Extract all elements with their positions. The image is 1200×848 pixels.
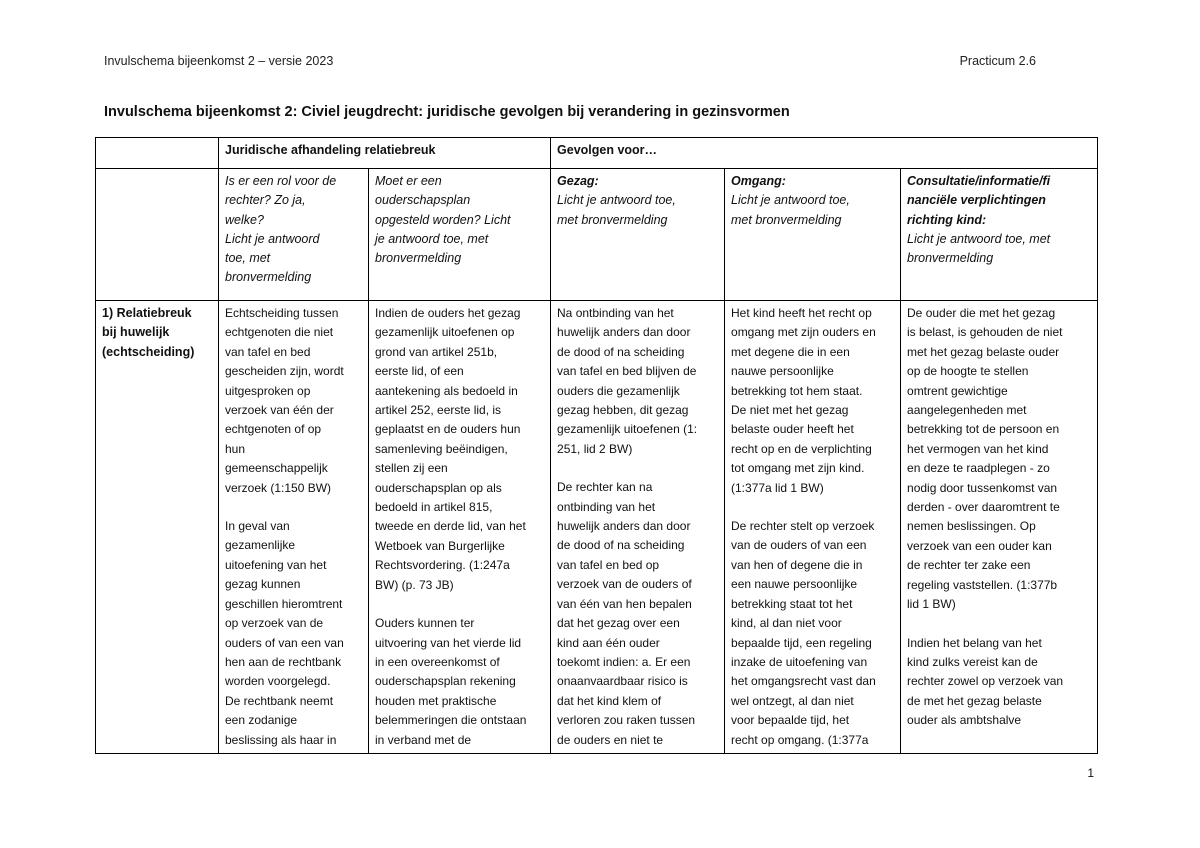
cell-paragraph: Ouders kunnen ter uitvoering van het vierde lid in een overeenkomst of ouderschapsplan rekening houden met praktische belemmeringen die ontstaan in verband met de xyxy=(375,616,527,747)
cell-paragraph: Indien het belang van het kind zulks vereist kan de rechter zowel op verzoek van de met het gezag belaste ouder als ambtshalve xyxy=(907,635,1064,728)
running-header-right: Practicum 2.6 xyxy=(959,54,1036,68)
question-contact xyxy=(725,169,901,301)
cell-judge-role xyxy=(219,301,369,754)
question-title: Consultatie/informatie/fi nanciële verplichtingen richting kind: xyxy=(907,174,1051,227)
running-header-left: Invulschema bijeenkomst 2 – versie 2023 xyxy=(104,54,334,68)
question-judge-role xyxy=(219,169,369,301)
document-title: Invulschema bijeenkomst 2: Civiel jeugdrecht: juridische gevolgen bij verandering in gezinsvormen xyxy=(104,104,790,120)
assignment-table xyxy=(95,137,1098,754)
cell-paragraph: het vermogen van het kind en deze te raadplegen - zo nodig door tussenkomst van derden - over daaromtrent te nemen beslissingen. Op verzoek van een ouder kan de rechter ter zake een regeling vaststellen. (1:377b lid 1 BW) xyxy=(907,441,1060,612)
question-text: Licht je antwoord toe, met bronvermelding xyxy=(907,231,1051,266)
cell-paragraph: In geval van gezamenlijke uitoefening van het gezag kunnen geschillen hieromtrent op verzoek van de ouders of van een van hen aan de rechtbank worden voorgelegd. De rechtbank neemt een zodanige beslissing als haar in xyxy=(225,519,344,747)
question-text: Licht je antwoord toe, met bronvermelding xyxy=(731,193,850,227)
empty-label-cell xyxy=(96,169,219,301)
row-label-text: 1) Relatiebreuk bij huwelijk (echtscheiding) xyxy=(102,306,195,359)
question-parenting-plan xyxy=(369,169,551,301)
table-question-row xyxy=(96,169,1098,301)
empty-corner-cell xyxy=(96,138,219,169)
table-row-divorce xyxy=(96,301,1098,754)
cell-consultation xyxy=(901,301,1098,754)
cell-parenting-plan xyxy=(369,301,551,754)
cell-paragraph: Na ontbinding van het huwelijk anders dan door de dood of na scheiding van tafel en bed blijven de ouders die gezamenlijk gezag hebben, dit gezag gezamenlijk uitoefenen (1: 251, lid 2 BW) xyxy=(557,306,698,456)
row-label-divorce xyxy=(96,301,219,754)
table-group-header-row xyxy=(96,138,1098,169)
page-number: 1 xyxy=(1087,766,1094,780)
question-title: Gezag: xyxy=(557,174,599,188)
cell-paragraph: De rechter kan na ontbinding van het huwelijk anders dan door de dood of na scheiding van tafel en bed op verzoek van de ouders of van één van hen bepalen dat het gezag over een kind aan één ouder toekomt indien: a. Er een onaanvaardbaar risico is dat het kind klem of verloren zou raken tussen de ouders en niet te xyxy=(557,480,696,747)
cell-paragraph: De rechter stelt op verzoek van de ouders of van een van hen of degene die in een nauwe persoonlijke betrekking staat tot het kind, al dan niet voor bepaalde tijd, een regeling inzake de uitoefening van het omgangsrecht vast dan wel ontzegt, al dan niet voor bepaalde tijd, het recht op omgang. (1:377a xyxy=(731,519,876,747)
question-text: Is er een rol voor de rechter? Zo ja, welke? Licht je antwoord toe, met bronvermelding xyxy=(225,174,337,285)
group-header-legal-handling: Juridische afhandeling relatiebreuk xyxy=(219,138,551,169)
question-text: Moet er een ouderschapsplan opgesteld worden? Licht je antwoord toe, met bronvermelding xyxy=(375,174,511,266)
question-custody xyxy=(551,169,725,301)
cell-paragraph: Echtscheiding tussen echtgenoten die niet van tafel en bed gescheiden zijn, wordt uitgesproken op verzoek van één der echtgenoten of op hun gemeenschappelijk verzoek (1:150 BW) xyxy=(225,306,344,495)
cell-paragraph: De ouder die met het gezag is belast, is gehouden de niet met het gezag belaste ouder op de hoogte te stellen omtrent gewichtige aangelegenheden met betrekking tot de persoon en xyxy=(907,306,1063,437)
question-consultation xyxy=(901,169,1098,301)
cell-paragraph: Het kind heeft het recht op omgang met zijn ouders en met degene die in een nauwe persoonlijke betrekking tot hem staat. De niet met het gezag belaste ouder heeft het recht op en de verplichting tot omgang met zijn kind. (1:377a lid 1 BW) xyxy=(731,306,876,495)
group-header-consequences: Gevolgen voor… xyxy=(551,138,1098,169)
cell-paragraph: Indien de ouders het gezag gezamenlijk uitoefenen op grond van artikel 251b, eerste lid, of een aantekening als bedoeld in artikel 252, eerste lid, is geplaatst en de ouders hun samenleving beëindigen, stellen zij een ouderschapsplan op als bedoeld in artikel 815, tweede en derde lid, van het Wetboek van Burgerlijke Rechtsvordering. (1:247a BW) (p. 73 JB) xyxy=(375,306,526,592)
cell-custody xyxy=(551,301,725,754)
cell-contact xyxy=(725,301,901,754)
question-text: Licht je antwoord toe, met bronvermelding xyxy=(557,193,676,227)
question-title: Omgang: xyxy=(731,174,786,188)
